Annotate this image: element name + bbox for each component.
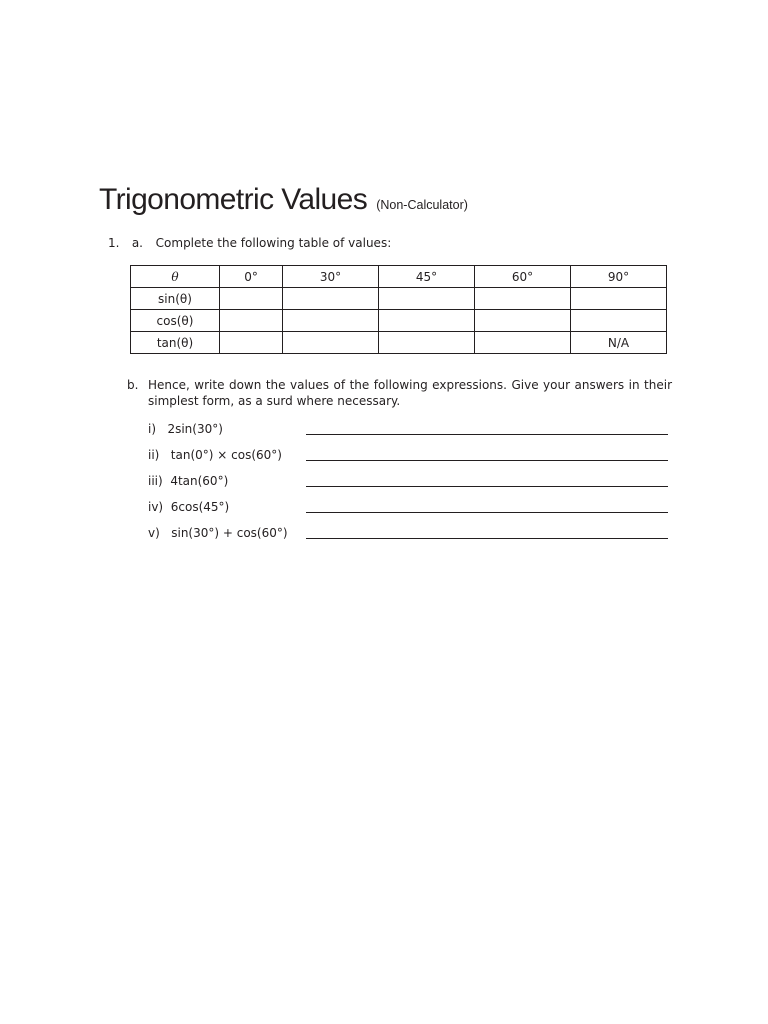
table-header-cell: 30° <box>283 266 379 288</box>
page-title <box>99 183 468 217</box>
table-cell[interactable] <box>379 288 475 310</box>
table-header-row <box>131 266 667 288</box>
answer-row <box>148 498 668 524</box>
answer-line[interactable] <box>306 486 668 487</box>
title-subtitle: (Non-Calculator) <box>376 198 468 212</box>
table-cell[interactable] <box>283 332 379 354</box>
table-row-sin <box>131 288 667 310</box>
expression-label: ii) tan(0°) × cos(60°) <box>148 448 282 462</box>
table-row-cos <box>131 310 667 332</box>
table-cell[interactable] <box>570 310 666 332</box>
question-1a <box>108 236 391 250</box>
answer-line[interactable] <box>306 512 668 513</box>
expression-label: iii) 4tan(60°) <box>148 474 229 488</box>
answer-row <box>148 472 668 498</box>
title-main: Trigonometric Values <box>99 183 368 216</box>
table-cell[interactable] <box>220 310 283 332</box>
question-letter-b: b. <box>127 378 139 392</box>
expression-label: iv) 6cos(45°) <box>148 500 230 514</box>
question-number: 1. <box>108 236 120 250</box>
answer-row <box>148 524 668 550</box>
table-cell[interactable] <box>220 332 283 354</box>
table-cell[interactable] <box>283 288 379 310</box>
answer-line[interactable] <box>306 434 668 435</box>
expression-label: i) 2sin(30°) <box>148 422 223 436</box>
table-header-cell: 0° <box>220 266 283 288</box>
table-cell[interactable] <box>379 332 475 354</box>
question-1b-text: Hence, write down the values of the following expressions. Give your answers in their simplest form, as a surd where necessary. <box>148 378 672 408</box>
answer-row <box>148 420 668 446</box>
trig-values-table <box>130 265 667 354</box>
expression-label: v) sin(30°) + cos(60°) <box>148 526 288 540</box>
question-letter-a: a. <box>131 236 143 250</box>
table-cell-na: N/A <box>570 332 666 354</box>
table-cell[interactable] <box>283 310 379 332</box>
answer-line[interactable] <box>306 460 668 461</box>
table-header-cell: 60° <box>475 266 571 288</box>
row-label-sin: sin(θ) <box>131 288 220 310</box>
answer-list <box>148 420 668 550</box>
table-cell[interactable] <box>570 288 666 310</box>
table-cell[interactable] <box>220 288 283 310</box>
table-header-theta: θ <box>131 266 220 288</box>
table-cell[interactable] <box>475 332 571 354</box>
table-cell[interactable] <box>475 310 571 332</box>
table-cell[interactable] <box>475 288 571 310</box>
answer-row <box>148 446 668 472</box>
row-label-tan: tan(θ) <box>131 332 220 354</box>
question-1a-text: Complete the following table of values: <box>155 236 392 250</box>
row-label-cos: cos(θ) <box>131 310 220 332</box>
question-1b <box>127 377 672 409</box>
table-cell[interactable] <box>379 310 475 332</box>
table-header-cell: 90° <box>570 266 666 288</box>
table-header-cell: 45° <box>379 266 475 288</box>
answer-line[interactable] <box>306 538 668 539</box>
table-row-tan <box>131 332 667 354</box>
